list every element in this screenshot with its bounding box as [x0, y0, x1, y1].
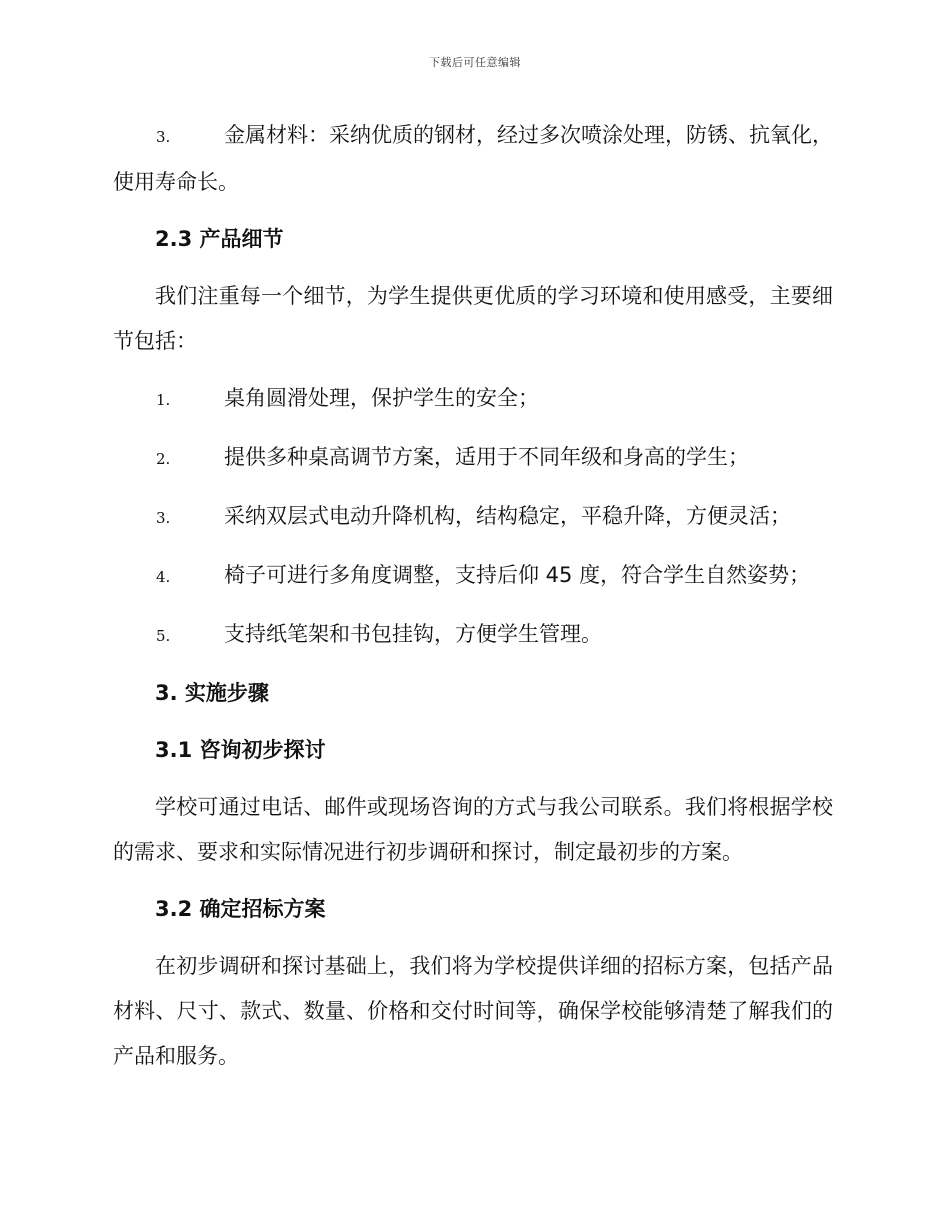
list-item: [113, 494, 833, 541]
subsection-heading: 3.2 确定招标方案: [155, 897, 326, 921]
page-header: 下载后可任意编辑: [429, 56, 521, 69]
list-text: 椅子可进行多角度调整，支持后仰 45 度，符合学生自然姿势；: [224, 563, 811, 587]
list-number: 2.: [156, 450, 171, 468]
list-item: [113, 553, 833, 600]
list-number: 3.: [156, 509, 171, 527]
paragraph: 学校可通过电话、邮件或现场咨询的方式与我公司联系。我们将根据学校的需求、要求和实际情况进行初步调研和探讨，制定最初步的方案。: [113, 795, 833, 864]
paragraph: 我们注重每一个细节，为学生提供更优质的学习环境和使用感受，主要细节包括：: [113, 284, 833, 353]
list-number: 1.: [156, 391, 171, 409]
section-heading: 2.3 产品细节: [155, 227, 284, 251]
list-number: 3.: [156, 128, 171, 146]
list-text: 提供多种桌高调节方案，适用于不同年级和身高的学生；: [224, 445, 749, 469]
list-item: [113, 435, 833, 482]
list-number: 5.: [156, 627, 171, 645]
list-text: 支持纸笔架和书包挂钩，方便学生管理。: [224, 622, 602, 646]
list-text: 金属材料：采纳优质的钢材，经过多次喷涂处理，防锈、抗氧化，使用寿命长。: [113, 123, 833, 194]
list-text: 桌角圆滑处理，保护学生的安全；: [224, 386, 539, 410]
list-item: [113, 113, 833, 205]
list-number: 4.: [156, 568, 171, 586]
document-body: [113, 113, 833, 1091]
section-heading: 3. 实施步骤: [155, 681, 269, 705]
subsection-heading: 3.1 咨询初步探讨: [155, 738, 326, 762]
paragraph: 在初步调研和探讨基础上，我们将为学校提供详细的招标方案，包括产品材料、尺寸、款式、数量、价格和交付时间等，确保学校能够清楚了解我们的产品和服务。: [113, 954, 833, 1068]
list-text: 采纳双层式电动升降机构，结构稳定，平稳升降，方便灵活；: [224, 504, 791, 528]
list-item: [113, 376, 833, 423]
list-item: [113, 612, 833, 659]
